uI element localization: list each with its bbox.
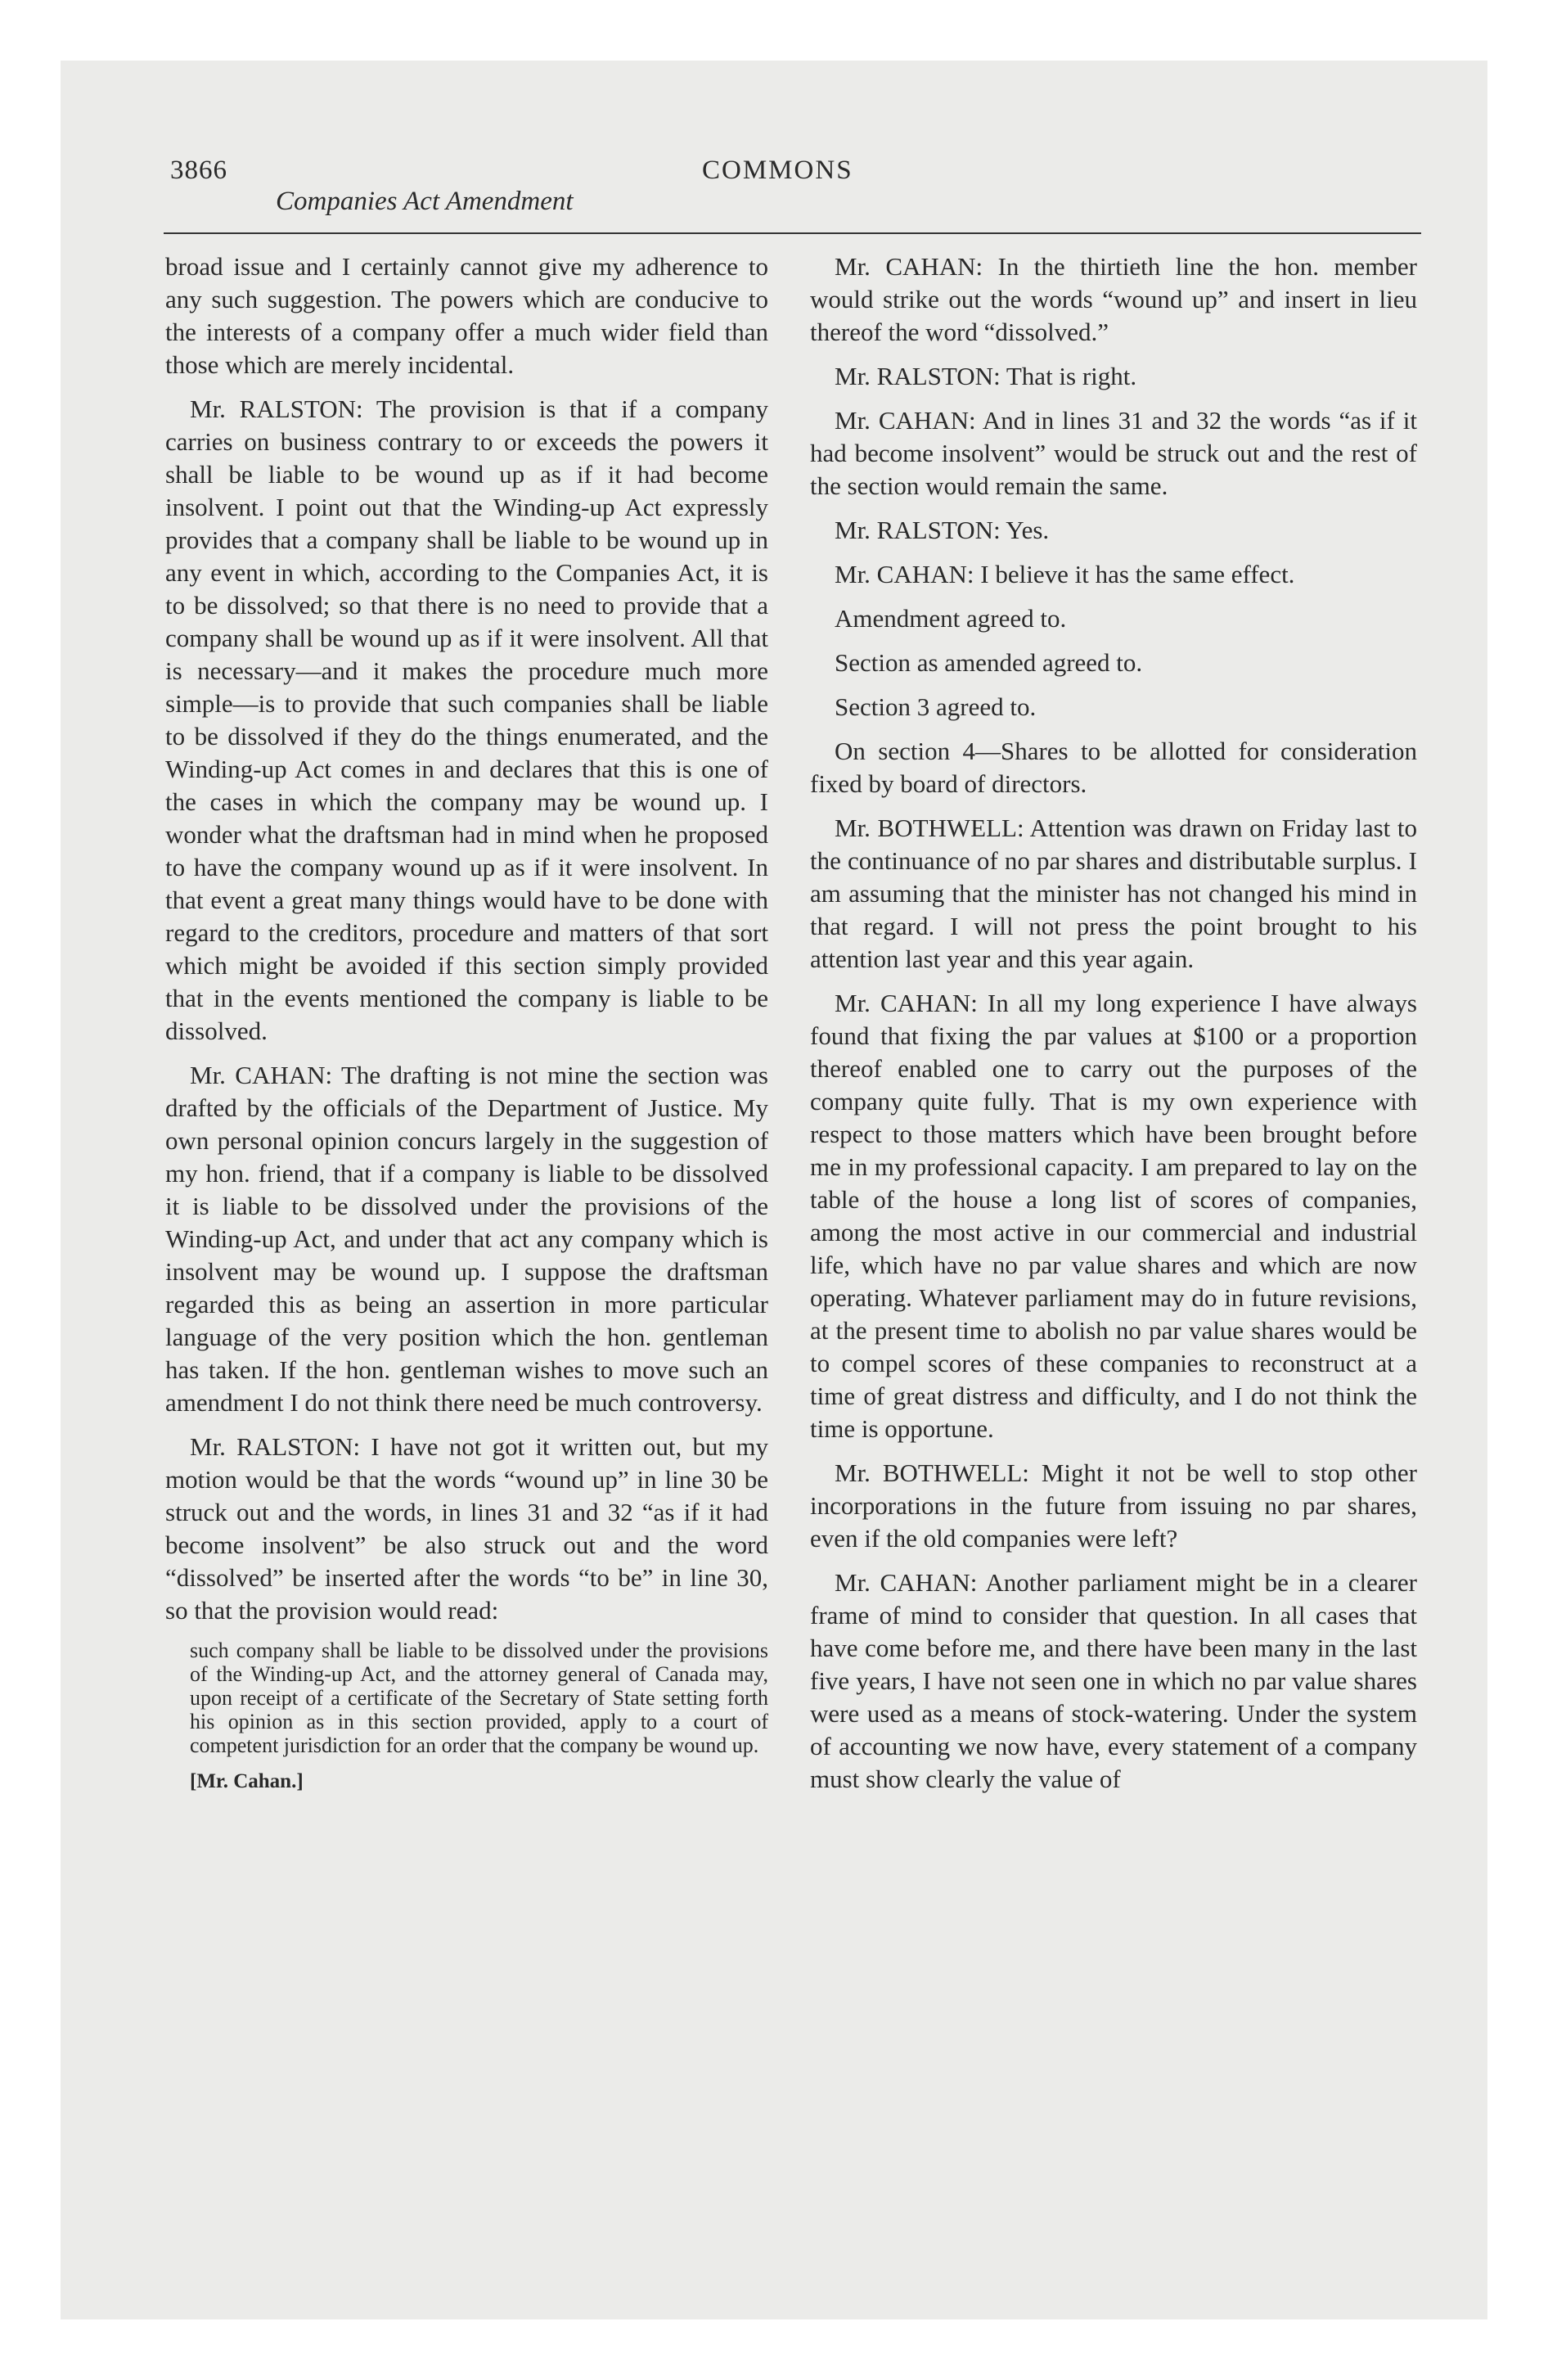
running-head: COMMONS [702,156,853,185]
paragraph: Mr. RALSTON: I have not got it written out, but my motion would be that the words “wound up” in line 30 be struck out and the words, in lines 31 and 32 “as if it had become insolvent” be also struck out and the word “dissolved” be inserted after the words “to be” in line 30, so that the provision would read: [165,1432,768,1625]
paragraph: Amendment agreed to. [835,604,1067,633]
paragraph: Mr. BOTHWELL: Might it not be well to stop other incorporations in the future from issuing no par shares, even if the old companies were left? [810,1458,1417,1553]
running-subhead: Companies Act Amendment [276,187,574,216]
page-number: 3866 [170,156,227,185]
header-rule [164,232,1421,234]
paragraph: Mr. CAHAN: In all my long experience I have always found that fixing the par values at $100 or a proportion thereof enabled one to carry out the purposes of the company quite fully. That is my own experience with respect to those matters which have been brought before me in my professional capacity. I am prepared to lay on the table of the house a long list of scores of companies, among the most active in our commercial and industrial life, which have no par value shares and which are now operating. Whatever parliament may do in future revisions, at the present time to abolish no par value shares would be to compel scores of these companies to reconstruct at a time of great distress and difficulty, and I do not think the time is opportune. [810,989,1417,1443]
paragraph: broad issue and I certainly cannot give my adherence to any such suggestion. The powers which are conducive to the interests of a company offer a much wider field than those which are merely incidental. [165,252,768,379]
paragraph: Section 3 agreed to. [835,692,1037,721]
paragraph: Mr. RALSTON: The provision is that if a company carries on business contrary to or exceeds the powers it shall be liable to be wound up as if it had become insolvent. I point out that the Winding-up Act expressly provides that a company shall be liable to be wound up in any event in which, according to the Companies Act, it is to be dissolved; so that there is no need to provide that a company shall be wound up as if it were insolvent. All that is necessary—and it makes the procedure much more simple—is to provide that such companies shall be liable to be dissolved if they do the things enumerated, and the Winding-up Act comes in and declares that this is one of the cases in which the company may be wound up. I wonder what the draftsman had in mind when he proposed to have the company wound up as if it were insolvent. In that event a great many things would have to be done with regard to the creditors, procedure and matters of that sort which might be avoided if this section simply provided that in the events mentioned the company is liable to be dissolved. [165,394,768,1045]
paragraph: Mr. RALSTON: That is right. [835,362,1137,390]
paragraph: Mr. CAHAN: And in lines 31 and 32 the words “as if it had become insolvent” would be struck out and the rest of the section would remain the same. [810,406,1417,500]
paragraph: On section 4—Shares to be allotted for consideration fixed by board of directors. [810,737,1417,798]
quoted-provision: such company shall be liable to be dissolved under the provisions of the Winding-up Act, and the attorney general of Canada may, upon receipt of a certificate of the Secretary of State setting forth his opinion as in this section provided, apply to a court of competent jurisdiction for an order that the company be wound up. [190,1639,768,1757]
paragraph: Mr. CAHAN: I believe it has the same effect. [835,560,1295,588]
paragraph: Mr. CAHAN: The drafting is not mine the section was drafted by the officials of the Department of Justice. My own personal opinion concurs largely in the suggestion of my hon. friend, that if a company is liable to be dissolved it is liable to be dissolved under the provisions of the Winding-up Act, and under that act any company which is insolvent may be wound up. I suppose the draftsman regarded this as being an assertion in more particular language of the very position which the hon. gentleman has taken. If the hon. gentleman wishes to move such an amendment I do not think there need be much controversy. [165,1061,768,1417]
paragraph: Mr. BOTHWELL: Attention was drawn on Friday last to the continuance of no par shares and distributable surplus. I am assuming that the minister has not changed his mind in that regard. I will not press the point brought to his attention last year and this year again. [810,814,1417,973]
paragraph: Mr. RALSTON: Yes. [835,516,1050,544]
right-column [810,250,1417,1807]
paragraph: Section as amended agreed to. [835,648,1143,677]
paragraph: Mr. CAHAN: In the thirtieth line the hon. member would strike out the words “wound up” and insert in lieu thereof the word “dissolved.” [810,252,1417,346]
paragraph: Mr. CAHAN: Another parliament might be in a clearer frame of mind to consider that question. In all cases that have come before me, and there have been many in the last five years, I have not seen one in which no par value shares were used as a means of stock-watering. Under the system of accounting we now have, every statement of a company must show clearly the value of [810,1568,1417,1793]
left-column [165,250,768,1798]
speaker-footer: [Mr. Cahan.] [190,1770,304,1792]
